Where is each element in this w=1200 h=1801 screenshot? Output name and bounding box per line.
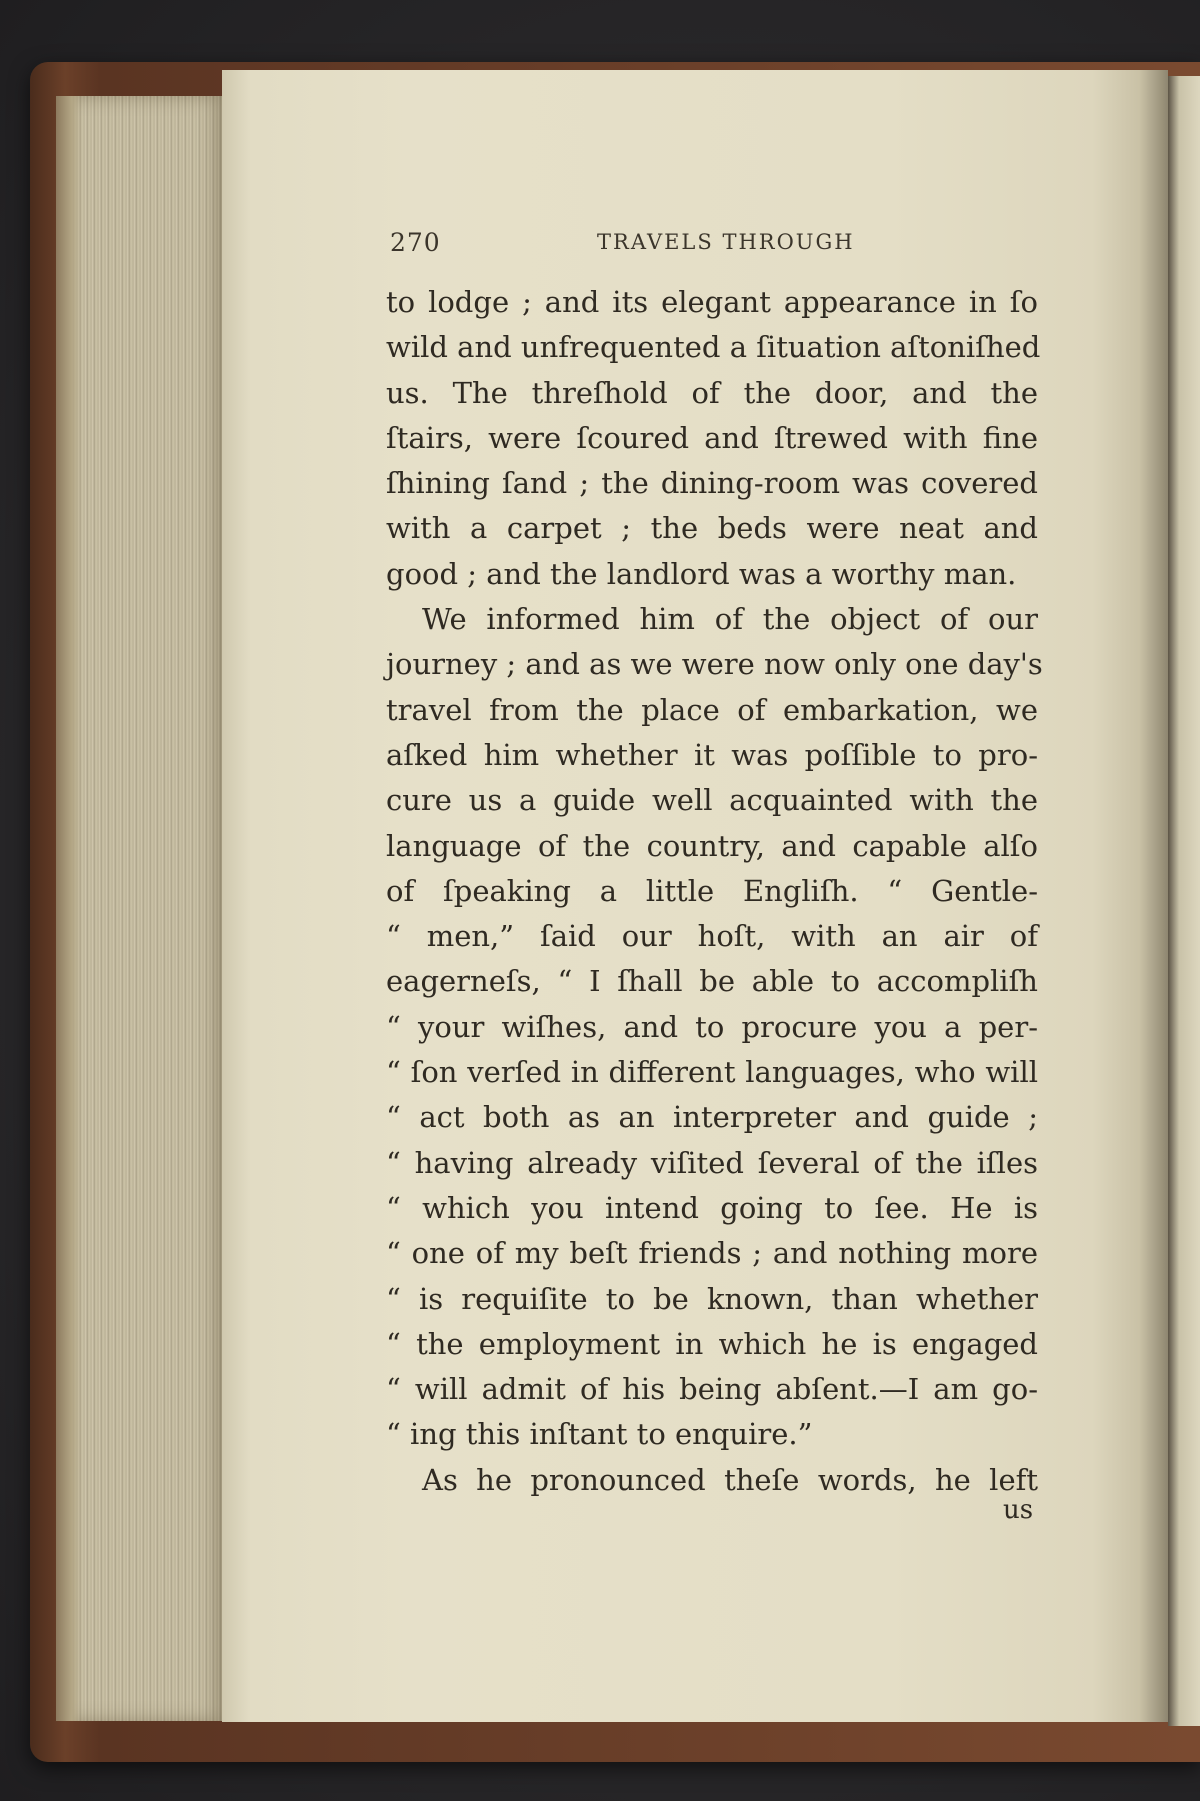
- text-line: us. The threſhold of the door, and the: [386, 375, 1038, 410]
- text-line: wild and unfrequented a ſituation aſtoniſhed: [386, 330, 1041, 365]
- text-line: cure us a guide well acquainted with the: [386, 783, 1038, 818]
- text-line: aſked him whether it was poſſible to pro-: [386, 737, 1038, 772]
- text-line: ſtairs, were ſcoured and ſtrewed with fine: [386, 420, 1038, 455]
- text-line: ſhining ſand ; the dining-room was covered: [386, 466, 1038, 501]
- text-line: “ the employment in which he is engaged: [386, 1326, 1038, 1361]
- text-line: “ your wiſhes, and to procure you a per-: [386, 1009, 1038, 1044]
- text-line: travel from the place of embarkation, we: [386, 692, 1038, 727]
- page-edges: [56, 96, 226, 1721]
- text-line: language of the country, and capable alſo: [386, 828, 1038, 863]
- facing-page-edge: [1168, 76, 1200, 1726]
- text-line: “ one of my beſt friends ; and nothing more: [386, 1236, 1038, 1271]
- text-line: “ is requiſite to be known, than whether: [386, 1281, 1038, 1316]
- text-line: with a carpet ; the beds were neat and: [386, 511, 1038, 546]
- body-text: [386, 280, 1043, 1503]
- text-line: to lodge ; and its elegant appearance in ſo: [386, 285, 1038, 319]
- catchword: us: [1003, 1495, 1034, 1525]
- text-line: As he pronounced theſe words, he left: [422, 1462, 1038, 1497]
- text-line: of ſpeaking a little Engliſh. “ Gentle-: [386, 873, 1038, 908]
- text-line: “ ing this inſtant to enquire.”: [386, 1417, 813, 1452]
- text-line: “ men,” ſaid our hoſt, with an air of: [386, 919, 1038, 954]
- text-line: eagerneſs, “ I ſhall be able to accompliſh: [386, 964, 1038, 999]
- text-line: “ will admit of his being abſent.—I am go-: [386, 1372, 1038, 1407]
- running-head-title: TRAVELS THROUGH: [597, 230, 855, 254]
- running-head: [390, 228, 870, 268]
- text-line: “ act both as an interpreter and guide ;: [386, 1100, 1038, 1135]
- text-line: “ which you intend going to ſee. He is: [386, 1190, 1038, 1225]
- text-line: We informed him of the object of our: [422, 602, 1038, 637]
- text-line: good ; and the landlord was a worthy man.: [386, 556, 1017, 591]
- text-line: “ having already viſited ſeveral of the iſles: [386, 1145, 1038, 1180]
- page-number: 270: [390, 228, 441, 257]
- text-line: journey ; and as we were now only one day's: [386, 647, 1043, 682]
- text-line: “ ſon verſed in different languages, who will: [386, 1055, 1038, 1090]
